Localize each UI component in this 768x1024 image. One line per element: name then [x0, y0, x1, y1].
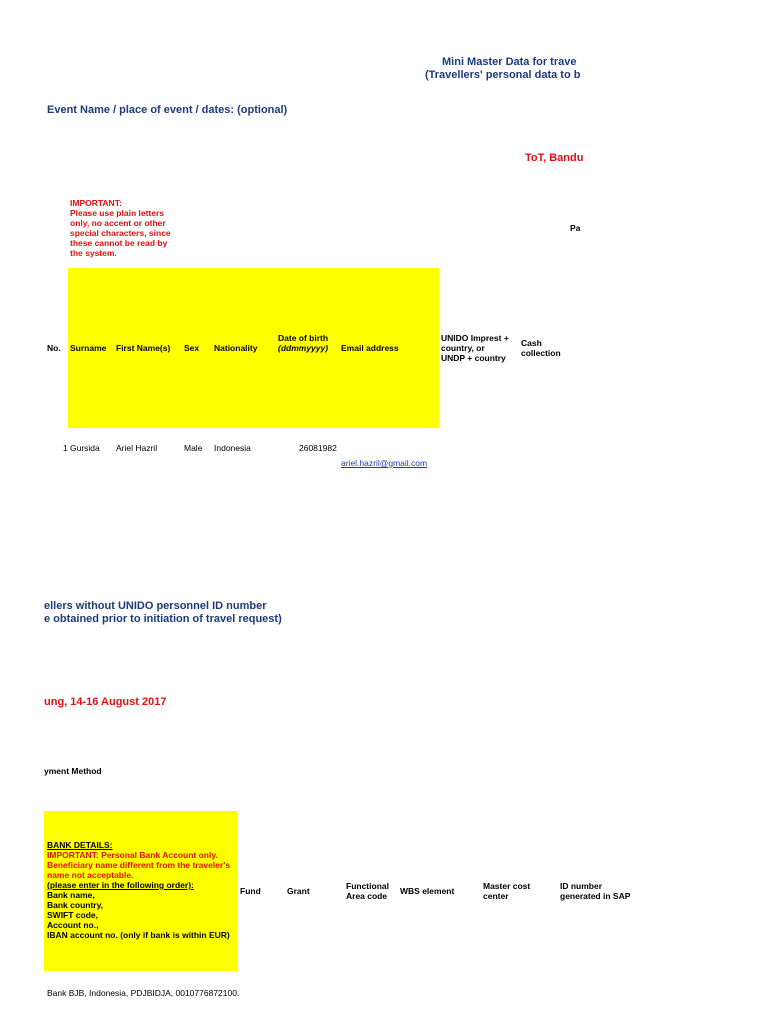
event-value: ToT, Bandu	[525, 152, 584, 164]
row-sex: Male	[184, 443, 203, 453]
functional-line: Functional	[346, 881, 389, 891]
sap-id-line: ID number	[560, 881, 603, 891]
col-header-surname: Surname	[70, 343, 107, 353]
row-first-names: Ariel Hazril	[116, 443, 158, 453]
bank-details-value: Bank BJB, Indonesia, PDJBIDJA, 0010776872100.	[47, 988, 240, 998]
row-no: 1	[63, 443, 68, 453]
cash-line: collection	[521, 348, 561, 358]
dob-label: Date of birth	[278, 333, 329, 343]
col-header-imprest	[441, 333, 509, 363]
important-note-line: the system.	[70, 248, 117, 258]
row-nationality: Indonesia	[214, 443, 251, 453]
payment-method-header: yment Method	[44, 766, 102, 776]
dob-format: (ddmmyyyy)	[278, 343, 329, 353]
important-note-line: these cannot be read by	[70, 238, 168, 248]
col-header-cash	[521, 338, 561, 358]
imprest-line: UNDP + country	[441, 353, 506, 363]
col-header-sex: Sex	[184, 343, 200, 353]
col-header-dob	[278, 333, 328, 353]
row-email-link[interactable]: ariel.hazril@gmail.com	[341, 458, 428, 468]
col-header-fund: Fund	[240, 886, 261, 896]
bank-details-note	[47, 840, 230, 940]
col-header-first-names: First Name(s)	[116, 343, 171, 353]
col-header-no: No.	[47, 343, 61, 353]
event-value-continued: ung, 14-16 August 2017	[44, 696, 167, 708]
col-header-sap-id	[560, 881, 630, 901]
functional-line: Area code	[346, 891, 388, 901]
cost-center-line: center	[483, 891, 509, 901]
bank-item: Bank name,	[47, 890, 95, 900]
bank-item: Bank country,	[47, 900, 104, 910]
payment-header-fragment: Pa	[570, 223, 581, 233]
col-header-nationality: Nationality	[214, 343, 258, 353]
bank-item: IBAN account no. (only if bank is within EUR)	[47, 930, 230, 940]
col-header-cost-center	[483, 881, 530, 901]
event-label: Event Name / place of event / dates: (optional)	[47, 104, 288, 116]
important-note-line: only, no accent or other	[70, 218, 166, 228]
cost-center-line: Master cost	[483, 881, 531, 891]
form-title-continued-line1: ellers without UNIDO personnel ID number	[44, 600, 267, 612]
cash-line: Cash	[521, 338, 542, 348]
bank-details-heading: BANK DETAILS:	[47, 840, 113, 850]
bank-item: Account no.,	[47, 920, 99, 930]
important-note-line: special characters, since	[70, 228, 171, 238]
col-header-wbs: WBS element	[400, 886, 455, 896]
sap-id-line: generated in SAP	[560, 891, 631, 901]
bank-order-line: (please enter in the following order):	[47, 880, 194, 890]
form-title-continued-line2: e obtained prior to initiation of travel request)	[44, 613, 282, 625]
important-note	[70, 198, 171, 258]
bank-important-line: name not acceptable.	[47, 870, 134, 880]
form-title-line1: Mini Master Data for trave	[442, 56, 577, 68]
col-header-email: Email address	[341, 343, 399, 353]
form-title-line2: (Travellers' personal data to b	[425, 69, 581, 81]
row-surname: Gursida	[70, 443, 100, 453]
important-note-line: IMPORTANT:	[70, 198, 122, 208]
bank-item: SWIFT code,	[47, 910, 98, 920]
imprest-line: UNIDO Imprest +	[441, 333, 509, 343]
col-header-functional-area	[346, 881, 389, 901]
bank-important-line: IMPORTANT: Personal Bank Account only.	[47, 850, 218, 860]
important-note-line: Please use plain letters	[70, 208, 165, 218]
col-header-grant: Grant	[287, 886, 310, 896]
bank-important-line: Beneficiary name different from the traveler's	[47, 860, 230, 870]
row-dob: 26081982	[299, 443, 337, 453]
imprest-line: country, or	[441, 343, 485, 353]
